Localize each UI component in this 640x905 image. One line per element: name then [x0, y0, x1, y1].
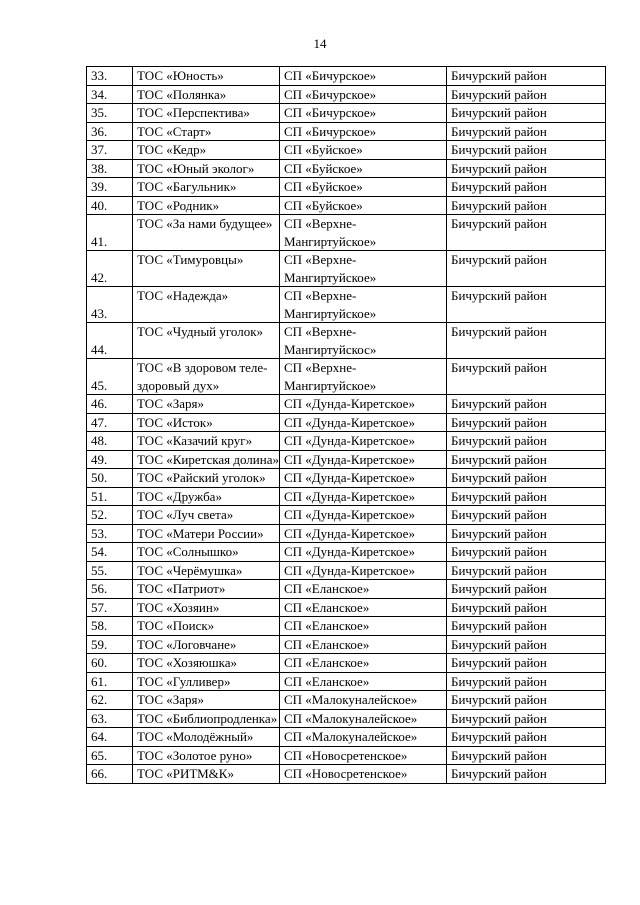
- row-number: 64.: [87, 728, 133, 747]
- settlement-name: СП «Еланское»: [280, 654, 447, 673]
- row-number: 37.: [87, 141, 133, 160]
- district-name: Бичурский район: [447, 469, 606, 488]
- settlement-name: СП «Дунда-Киретское»: [280, 432, 447, 451]
- row-number: 51.: [87, 487, 133, 506]
- table-row: [87, 580, 606, 599]
- settlement-name: СП «Еланское»: [280, 672, 447, 691]
- tos-name: ТОС «Молодёжный»: [133, 728, 280, 747]
- district-name: Бичурский район: [447, 728, 606, 747]
- tos-name: ТОС «Юный эколог»: [133, 159, 280, 178]
- row-number: 50.: [87, 469, 133, 488]
- table-row: [87, 85, 606, 104]
- district-name: Бичурский район: [447, 85, 606, 104]
- settlement-name: СП «Дунда-Киретское»: [280, 413, 447, 432]
- tos-name: ТОС «Библиопродленка»: [133, 709, 280, 728]
- tos-name: ТОС «Золотое руно»: [133, 746, 280, 765]
- settlement-name: СП «Малокуналейское»: [280, 691, 447, 710]
- tos-name: ТОС «Багульник»: [133, 178, 280, 197]
- table-row: [87, 159, 606, 178]
- table-row: [87, 359, 606, 395]
- table-row: [87, 450, 606, 469]
- settlement-name: СП «Бичурское»: [280, 122, 447, 141]
- row-number: 52.: [87, 506, 133, 525]
- table-row: [87, 469, 606, 488]
- table-row: [87, 524, 606, 543]
- row-number: 58.: [87, 617, 133, 636]
- tos-name: ТОС «Солнышко»: [133, 543, 280, 562]
- settlement-name: СП «Бичурское»: [280, 104, 447, 123]
- district-name: Бичурский район: [447, 178, 606, 197]
- settlement-name: СП «Дунда-Киретское»: [280, 469, 447, 488]
- table-row: [87, 287, 606, 323]
- row-number: 53.: [87, 524, 133, 543]
- table-row: [87, 765, 606, 784]
- row-number: 44.: [87, 323, 133, 359]
- tos-name: ТОС «Киретская долина»: [133, 450, 280, 469]
- settlement-name: СП «Дунда-Киретское»: [280, 506, 447, 525]
- tos-name: ТОС «Поиск»: [133, 617, 280, 636]
- settlement-name: СП «Верхне-Мангиртуйское»: [280, 215, 447, 251]
- row-number: 38.: [87, 159, 133, 178]
- tos-name: ТОС «Полянка»: [133, 85, 280, 104]
- row-number: 54.: [87, 543, 133, 562]
- tos-name: ТОС «Тимуровцы»: [133, 251, 280, 287]
- table-row: [87, 251, 606, 287]
- row-number: 48.: [87, 432, 133, 451]
- tos-name: ТОС «Юность»: [133, 67, 280, 86]
- table-row: [87, 635, 606, 654]
- district-name: Бичурский район: [447, 617, 606, 636]
- district-name: Бичурский район: [447, 654, 606, 673]
- tos-name: ТОС «Чудный уголок»: [133, 323, 280, 359]
- district-name: Бичурский район: [447, 450, 606, 469]
- district-name: Бичурский район: [447, 691, 606, 710]
- settlement-name: СП «Бичурское»: [280, 85, 447, 104]
- table-row: [87, 654, 606, 673]
- tos-name: ТОС «Надежда»: [133, 287, 280, 323]
- settlement-name: СП «Буйское»: [280, 196, 447, 215]
- row-number: 40.: [87, 196, 133, 215]
- page-number: 14: [313, 36, 327, 51]
- row-number: 35.: [87, 104, 133, 123]
- tos-name: ТОС «Родник»: [133, 196, 280, 215]
- settlement-name: СП «Малокуналейское»: [280, 709, 447, 728]
- settlement-name: СП «Еланское»: [280, 598, 447, 617]
- row-number: 61.: [87, 672, 133, 691]
- settlement-name: СП «Новосретенское»: [280, 765, 447, 784]
- settlement-name: СП «Верхне-Мангиртуйское»: [280, 251, 447, 287]
- district-name: Бичурский район: [447, 196, 606, 215]
- row-number: 45.: [87, 359, 133, 395]
- district-name: Бичурский район: [447, 413, 606, 432]
- tos-name: ТОС «РИТМ&К»: [133, 765, 280, 784]
- row-number: 36.: [87, 122, 133, 141]
- tos-name: ТОС «За нами будущее»: [133, 215, 280, 251]
- district-name: Бичурский район: [447, 524, 606, 543]
- tos-name: ТОС «Хозяюшка»: [133, 654, 280, 673]
- district-name: Бичурский район: [447, 635, 606, 654]
- row-number: 43.: [87, 287, 133, 323]
- table-row: [87, 506, 606, 525]
- district-name: Бичурский район: [447, 672, 606, 691]
- settlement-name: СП «Бичурское»: [280, 67, 447, 86]
- tos-name: ТОС «Райский уголок»: [133, 469, 280, 488]
- tos-name: ТОС «В здоровом теле-здоровый дух»: [133, 359, 280, 395]
- row-number: 41.: [87, 215, 133, 251]
- table-row: [87, 561, 606, 580]
- district-name: Бичурский район: [447, 215, 606, 251]
- district-name: Бичурский район: [447, 506, 606, 525]
- tos-name: ТОС «Хозяин»: [133, 598, 280, 617]
- district-name: Бичурский район: [447, 67, 606, 86]
- table-row: [87, 617, 606, 636]
- district-name: Бичурский район: [447, 709, 606, 728]
- settlement-name: СП «Дунда-Киретское»: [280, 543, 447, 562]
- settlement-name: СП «Еланское»: [280, 635, 447, 654]
- settlement-name: СП «Верхне-Мангиртуйское»: [280, 287, 447, 323]
- table-row: [87, 728, 606, 747]
- tos-name: ТОС «Заря»: [133, 691, 280, 710]
- row-number: 60.: [87, 654, 133, 673]
- settlement-name: СП «Дунда-Киретское»: [280, 450, 447, 469]
- district-name: Бичурский район: [447, 432, 606, 451]
- table-row: [87, 746, 606, 765]
- settlement-name: СП «Буйское»: [280, 159, 447, 178]
- district-name: Бичурский район: [447, 598, 606, 617]
- settlement-name: СП «Дунда-Киретское»: [280, 395, 447, 414]
- tos-name: ТОС «Гулливер»: [133, 672, 280, 691]
- tos-name: ТОС «Черёмушка»: [133, 561, 280, 580]
- district-name: Бичурский район: [447, 251, 606, 287]
- row-number: 47.: [87, 413, 133, 432]
- row-number: 65.: [87, 746, 133, 765]
- district-name: Бичурский район: [447, 287, 606, 323]
- district-name: Бичурский район: [447, 395, 606, 414]
- district-name: Бичурский район: [447, 580, 606, 599]
- district-name: Бичурский район: [447, 159, 606, 178]
- table-row: [87, 196, 606, 215]
- district-name: Бичурский район: [447, 746, 606, 765]
- table-row: [87, 672, 606, 691]
- tos-name: ТОС «Патриот»: [133, 580, 280, 599]
- row-number: 49.: [87, 450, 133, 469]
- tos-name: ТОС «Казачий круг»: [133, 432, 280, 451]
- settlement-name: СП «Буйское»: [280, 178, 447, 197]
- district-name: Бичурский район: [447, 141, 606, 160]
- settlement-name: СП «Верхне-Мангиртуйскос»: [280, 323, 447, 359]
- settlement-name: СП «Новосретенское»: [280, 746, 447, 765]
- settlement-name: СП «Дунда-Киретское»: [280, 524, 447, 543]
- settlement-name: СП «Дунда-Киретское»: [280, 487, 447, 506]
- district-name: Бичурский район: [447, 561, 606, 580]
- table-row: [87, 413, 606, 432]
- tos-name: ТОС «Матери России»: [133, 524, 280, 543]
- table-row: [87, 598, 606, 617]
- district-name: Бичурский район: [447, 323, 606, 359]
- organizations-table: [86, 66, 606, 784]
- settlement-name: СП «Еланское»: [280, 580, 447, 599]
- table-row: [87, 67, 606, 86]
- district-name: Бичурский район: [447, 359, 606, 395]
- settlement-name: СП «Дунда-Киретское»: [280, 561, 447, 580]
- district-name: Бичурский район: [447, 543, 606, 562]
- table-row: [87, 432, 606, 451]
- settlement-name: СП «Еланское»: [280, 617, 447, 636]
- tos-name: ТОС «Луч света»: [133, 506, 280, 525]
- row-number: 63.: [87, 709, 133, 728]
- table-row: [87, 104, 606, 123]
- district-name: Бичурский район: [447, 487, 606, 506]
- settlement-name: СП «Буйское»: [280, 141, 447, 160]
- tos-name: ТОС «Старт»: [133, 122, 280, 141]
- settlement-name: СП «Верхне-Мангиртуйское»: [280, 359, 447, 395]
- row-number: 57.: [87, 598, 133, 617]
- table-row: [87, 691, 606, 710]
- district-name: Бичурский район: [447, 122, 606, 141]
- row-number: 66.: [87, 765, 133, 784]
- row-number: 62.: [87, 691, 133, 710]
- tos-name: ТОС «Кедр»: [133, 141, 280, 160]
- row-number: 33.: [87, 67, 133, 86]
- district-name: Бичурский район: [447, 765, 606, 784]
- row-number: 46.: [87, 395, 133, 414]
- table-row: [87, 323, 606, 359]
- district-name: Бичурский район: [447, 104, 606, 123]
- row-number: 56.: [87, 580, 133, 599]
- tos-name: ТОС «Исток»: [133, 413, 280, 432]
- table-row: [87, 487, 606, 506]
- tos-name: ТОС «Логовчане»: [133, 635, 280, 654]
- row-number: 55.: [87, 561, 133, 580]
- row-number: 59.: [87, 635, 133, 654]
- settlement-name: СП «Малокуналейское»: [280, 728, 447, 747]
- row-number: 39.: [87, 178, 133, 197]
- table-row: [87, 709, 606, 728]
- row-number: 42.: [87, 251, 133, 287]
- tos-name: ТОС «Дружба»: [133, 487, 280, 506]
- row-number: 34.: [87, 85, 133, 104]
- table-row: [87, 122, 606, 141]
- table-row: [87, 395, 606, 414]
- table-row: [87, 215, 606, 251]
- tos-name: ТОС «Перспектива»: [133, 104, 280, 123]
- table-row: [87, 141, 606, 160]
- table-row: [87, 543, 606, 562]
- tos-name: ТОС «Заря»: [133, 395, 280, 414]
- table-row: [87, 178, 606, 197]
